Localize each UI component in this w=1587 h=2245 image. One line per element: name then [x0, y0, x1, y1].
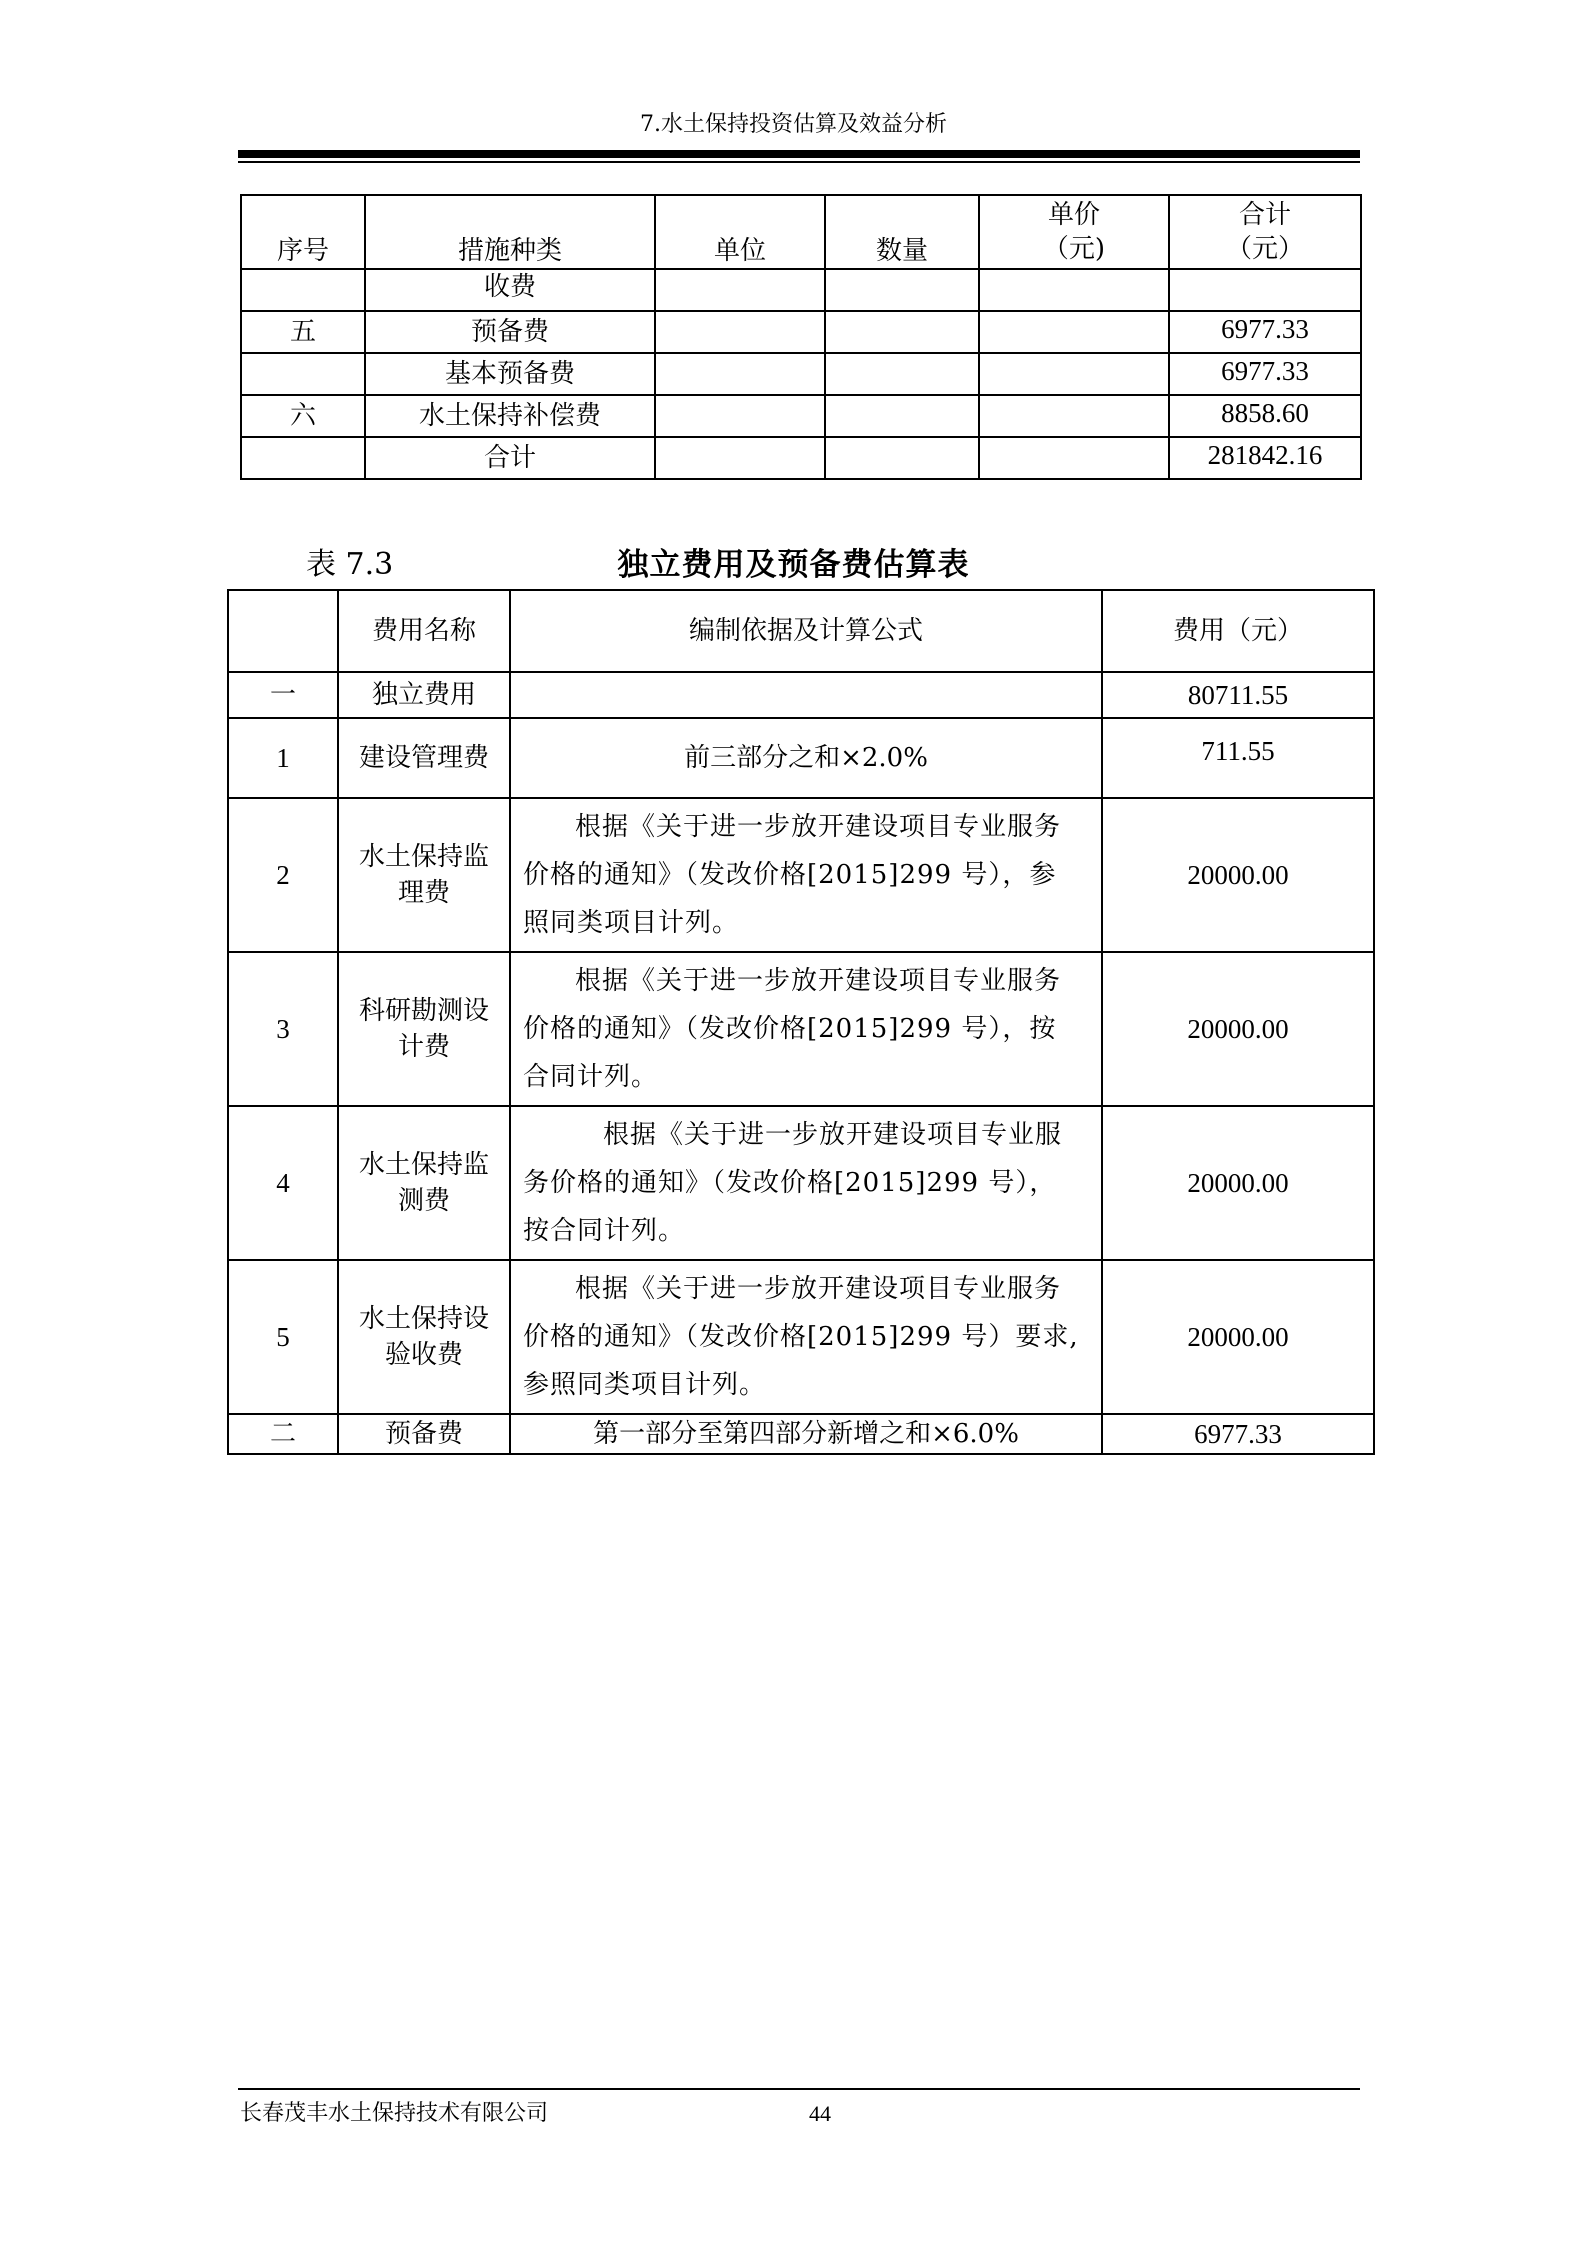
col-header-qty: 数量 — [825, 195, 979, 269]
col-header-measure: 措施种类 — [365, 195, 655, 269]
table-row: 合计 281842.16 — [241, 437, 1361, 479]
measures-cost-table-continued — [240, 194, 1362, 480]
col-header-price: 单价 （元) — [979, 195, 1169, 269]
table-header-row — [241, 195, 1361, 269]
table-row: 六 水土保持补偿费 8858.60 — [241, 395, 1361, 437]
col-header-basis: 编制依据及计算公式 — [510, 590, 1102, 672]
col-header-total: 合计 （元） — [1169, 195, 1361, 269]
table-row: 2 水土保持监 理费 根据《关于进一步放开建设项目专业服务 价格的通知》（发改价格[2015]299 号），参 照同类项目计列。 20000.00 — [228, 798, 1374, 952]
table-header-row — [228, 590, 1374, 672]
col-header-unit: 单位 — [655, 195, 825, 269]
running-header: 7.水土保持投资估算及效益分析 — [640, 112, 947, 137]
footer-rule — [238, 2088, 1360, 2090]
table-row: 五 预备费 6977.33 — [241, 311, 1361, 353]
table-row: 5 水土保持设 验收费 根据《关于进一步放开建设项目专业服务 价格的通知》（发改价格[2015]299 号）要求, 参照同类项目计列。 20000.00 — [228, 1260, 1374, 1414]
table-label: 表 7.3 — [306, 547, 394, 582]
col-header-seq: 序号 — [241, 195, 365, 269]
table-row: 收费 — [241, 269, 1361, 311]
table-row: 二 预备费 第一部分至第四部分新增之和×6.0% 6977.33 — [228, 1414, 1374, 1454]
header-rule-thick — [238, 150, 1360, 158]
table-row: 1 建设管理费 前三部分之和×2.0% 711.55 — [228, 718, 1374, 798]
footer-company: 长春茂丰水土保持技术有限公司 — [240, 2101, 549, 2126]
table-row: 基本预备费 6977.33 — [241, 353, 1361, 395]
independent-cost-table — [227, 589, 1375, 1455]
col-header-cost: 费用（元） — [1102, 590, 1374, 672]
table-row: 3 科研勘测设 计费 根据《关于进一步放开建设项目专业服务 价格的通知》（发改价格[2015]299 号），按 合同计列。 20000.00 — [228, 952, 1374, 1106]
table-row: 4 水土保持监 测费 根据《关于进一步放开建设项目专业服 务价格的通知》（发改价格[2015]299 号）， 按合同计列。 20000.00 — [228, 1106, 1374, 1260]
page-number: 44 — [809, 2101, 831, 2126]
col-header-name: 费用名称 — [338, 590, 510, 672]
table-row: 一 独立费用 80711.55 — [228, 672, 1374, 718]
table-title: 独立费用及预备费估算表 — [617, 547, 970, 583]
header-rule-thin — [238, 161, 1360, 163]
